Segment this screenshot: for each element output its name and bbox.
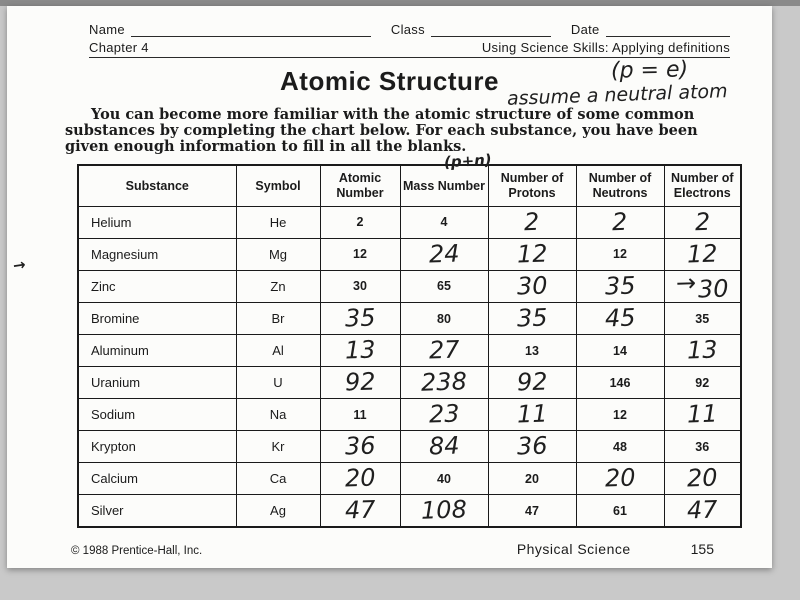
- handwritten-value: 35: [516, 303, 548, 333]
- cell-neutrons: [576, 303, 664, 335]
- cell-symbol: Ag: [236, 495, 320, 528]
- printed-value: 48: [613, 439, 627, 454]
- printed-value: 4: [440, 215, 448, 230]
- cell-substance: Magnesium: [78, 238, 236, 270]
- printed-value: 35: [695, 311, 710, 326]
- table-row: [78, 431, 741, 463]
- cell-neutrons: [576, 206, 664, 238]
- cell-atomic-number: [320, 431, 400, 463]
- handwritten-value: 12: [516, 239, 548, 269]
- cell-symbol: Br: [236, 303, 320, 335]
- handwritten-value: 11: [516, 399, 548, 429]
- cell-electrons: [664, 431, 741, 463]
- handwritten-value: 47: [344, 495, 376, 525]
- handwritten-value: 13: [686, 335, 718, 365]
- cell-neutrons: [576, 495, 664, 528]
- table-row: [78, 270, 741, 302]
- printed-value: 13: [525, 343, 539, 358]
- printed-value: 11: [353, 407, 367, 422]
- printed-value: 36: [695, 439, 710, 454]
- cell-electrons: [664, 270, 741, 302]
- handwritten-p-equals-e-note: (p = e): [610, 57, 689, 84]
- col-header-symbol: Symbol: [236, 165, 320, 207]
- worksheet-page: [7, 6, 772, 568]
- col-header-protons: Number of Protons: [488, 165, 576, 207]
- cell-atomic-number: [320, 270, 400, 302]
- col-header-atomic-number: Atomic Number: [320, 165, 400, 207]
- cell-mass-number: [400, 206, 488, 238]
- handwritten-value: 92: [344, 367, 376, 397]
- date-blank-line: [606, 24, 730, 37]
- cell-substance: Krypton: [78, 431, 236, 463]
- cell-neutrons: [576, 463, 664, 495]
- date-label: Date: [570, 22, 600, 37]
- cell-neutrons: [576, 238, 664, 270]
- worksheet-header: [89, 22, 730, 58]
- cell-mass-number: [400, 463, 488, 495]
- page-title: Atomic Structure: [280, 66, 499, 96]
- cell-substance: Bromine: [78, 303, 236, 335]
- handwritten-value: 35: [604, 271, 636, 301]
- cell-protons: [488, 399, 576, 431]
- table-row: [78, 335, 741, 367]
- cell-mass-number: [400, 270, 488, 302]
- table-body: [78, 206, 741, 527]
- cell-neutrons: [576, 399, 664, 431]
- handwritten-value: 36: [516, 431, 548, 461]
- printed-value: 2: [356, 215, 364, 230]
- printed-value: 12: [613, 247, 627, 262]
- cell-substance: Silver: [78, 495, 236, 528]
- col-header-electrons: Number of Electrons: [664, 165, 741, 207]
- cell-mass-number: [400, 431, 488, 463]
- cell-atomic-number: [320, 367, 400, 399]
- copyright-text: © 1988 Prentice-Hall, Inc.: [71, 545, 203, 558]
- table-row: [78, 463, 741, 495]
- cell-mass-number: [400, 335, 488, 367]
- cell-symbol: Mg: [236, 238, 320, 270]
- cell-neutrons: [576, 431, 664, 463]
- cell-protons: [488, 431, 576, 463]
- instructions-text: You can become more familiar with the atomic structure of some common substances by completing the chart below. For each substance, you have been given enough information to fill in all the blanks.: [65, 106, 698, 156]
- cell-mass-number: [400, 238, 488, 270]
- cell-symbol: He: [236, 206, 320, 238]
- handwritten-value: 12: [686, 239, 718, 269]
- cell-protons: [488, 238, 576, 270]
- col-header-substance: Substance: [78, 165, 236, 207]
- table-header-row: [78, 165, 741, 207]
- handwritten-value: 36: [344, 431, 376, 461]
- table-row: [78, 367, 741, 399]
- cell-symbol: Zn: [236, 270, 320, 302]
- table-row: [78, 303, 741, 335]
- book-title: Physical Science: [516, 541, 631, 558]
- handwritten-value: 108: [420, 495, 468, 525]
- cell-protons: [488, 495, 576, 528]
- cell-substance: Calcium: [78, 463, 236, 495]
- handwritten-value: 47: [686, 495, 718, 525]
- handwritten-value: 30: [516, 271, 548, 301]
- handwritten-p-plus-n-note: (p+n): [443, 150, 493, 171]
- cell-symbol: Ca: [236, 463, 320, 495]
- handwritten-value: 35: [344, 303, 376, 333]
- cell-symbol: Al: [236, 335, 320, 367]
- printed-value: 40: [437, 471, 451, 486]
- cell-electrons: [664, 335, 741, 367]
- cell-electrons: [664, 495, 741, 528]
- cell-neutrons: [576, 270, 664, 302]
- cell-electrons: [664, 399, 741, 431]
- cell-protons: [488, 463, 576, 495]
- cell-mass-number: [400, 495, 488, 528]
- class-blank-line: [431, 24, 551, 37]
- handwritten-value: 238: [420, 367, 468, 397]
- skills-label: Using Science Skills: Applying definitions: [481, 40, 730, 55]
- cell-atomic-number: [320, 463, 400, 495]
- printed-value: 20: [525, 471, 539, 486]
- handwritten-value: 2: [694, 207, 711, 236]
- table-row: [78, 495, 741, 528]
- handwritten-value: 45: [604, 303, 636, 333]
- handwritten-value: 84: [428, 431, 460, 461]
- cell-symbol: U: [236, 367, 320, 399]
- handwritten-margin-arrow: →: [11, 255, 27, 275]
- handwritten-value: 92: [516, 367, 548, 397]
- cell-neutrons: [576, 335, 664, 367]
- printed-value: 92: [695, 375, 710, 390]
- printed-value: 12: [613, 407, 627, 422]
- cell-symbol: Na: [236, 399, 320, 431]
- printed-value: 61: [613, 503, 627, 518]
- name-label: Name: [89, 22, 125, 37]
- printed-value: 14: [613, 343, 627, 358]
- handwritten-value: 11: [686, 399, 718, 429]
- cell-atomic-number: [320, 335, 400, 367]
- handwritten-value: 20: [344, 463, 376, 493]
- atomic-structure-table: [77, 150, 742, 528]
- cell-protons: [488, 206, 576, 238]
- col-header-mass-number: (p+n) Mass Number: [400, 165, 488, 207]
- cell-mass-number: [400, 367, 488, 399]
- cell-protons: [488, 367, 576, 399]
- printed-value: 146: [609, 375, 631, 390]
- printed-value: 30: [353, 279, 367, 294]
- handwritten-value: 20: [686, 463, 718, 493]
- printed-value: 80: [437, 311, 451, 326]
- handwritten-value: 20: [604, 463, 636, 493]
- cell-atomic-number: [320, 238, 400, 270]
- table-row: [78, 399, 741, 431]
- cell-protons: [488, 335, 576, 367]
- cell-protons: [488, 270, 576, 302]
- cell-substance: Uranium: [78, 367, 236, 399]
- cell-electrons: [664, 206, 741, 238]
- handwritten-value: 13: [344, 335, 376, 365]
- cell-electrons: [664, 367, 741, 399]
- cell-symbol: Kr: [236, 431, 320, 463]
- handwritten-value: 2: [523, 207, 541, 236]
- handwritten-value: 27: [428, 335, 460, 365]
- table-row: [78, 206, 741, 238]
- cell-substance: Zinc: [78, 270, 236, 302]
- cell-atomic-number: [320, 206, 400, 238]
- page-footer: [71, 541, 732, 557]
- handwritten-stray-arrow: →: [675, 268, 697, 298]
- chapter-label: Chapter 4: [89, 40, 149, 55]
- cell-neutrons: [576, 367, 664, 399]
- printed-value: 12: [353, 247, 367, 262]
- name-blank-line: [131, 24, 371, 37]
- printed-value: 47: [525, 503, 539, 518]
- col-header-neutrons: Number of Neutrons: [576, 165, 664, 207]
- handwritten-neutral-atom-note: assume a neutral atom: [506, 80, 728, 110]
- handwritten-value: 23: [428, 399, 460, 429]
- handwritten-value: 30: [697, 274, 730, 304]
- cell-substance: Aluminum: [78, 335, 236, 367]
- cell-atomic-number: [320, 303, 400, 335]
- handwritten-value: 2: [611, 207, 629, 236]
- cell-atomic-number: [320, 399, 400, 431]
- cell-electrons: [664, 238, 741, 270]
- cell-substance: Sodium: [78, 399, 236, 431]
- cell-mass-number: [400, 399, 488, 431]
- cell-mass-number: [400, 303, 488, 335]
- handwritten-value: 24: [428, 239, 460, 269]
- page-number: 155: [690, 541, 714, 558]
- printed-value: 65: [437, 279, 451, 294]
- cell-atomic-number: [320, 495, 400, 528]
- table-row: [78, 238, 741, 270]
- cell-protons: [488, 303, 576, 335]
- cell-substance: Helium: [78, 206, 236, 238]
- cell-electrons: [664, 303, 741, 335]
- cell-electrons: [664, 463, 741, 495]
- class-label: Class: [390, 22, 425, 37]
